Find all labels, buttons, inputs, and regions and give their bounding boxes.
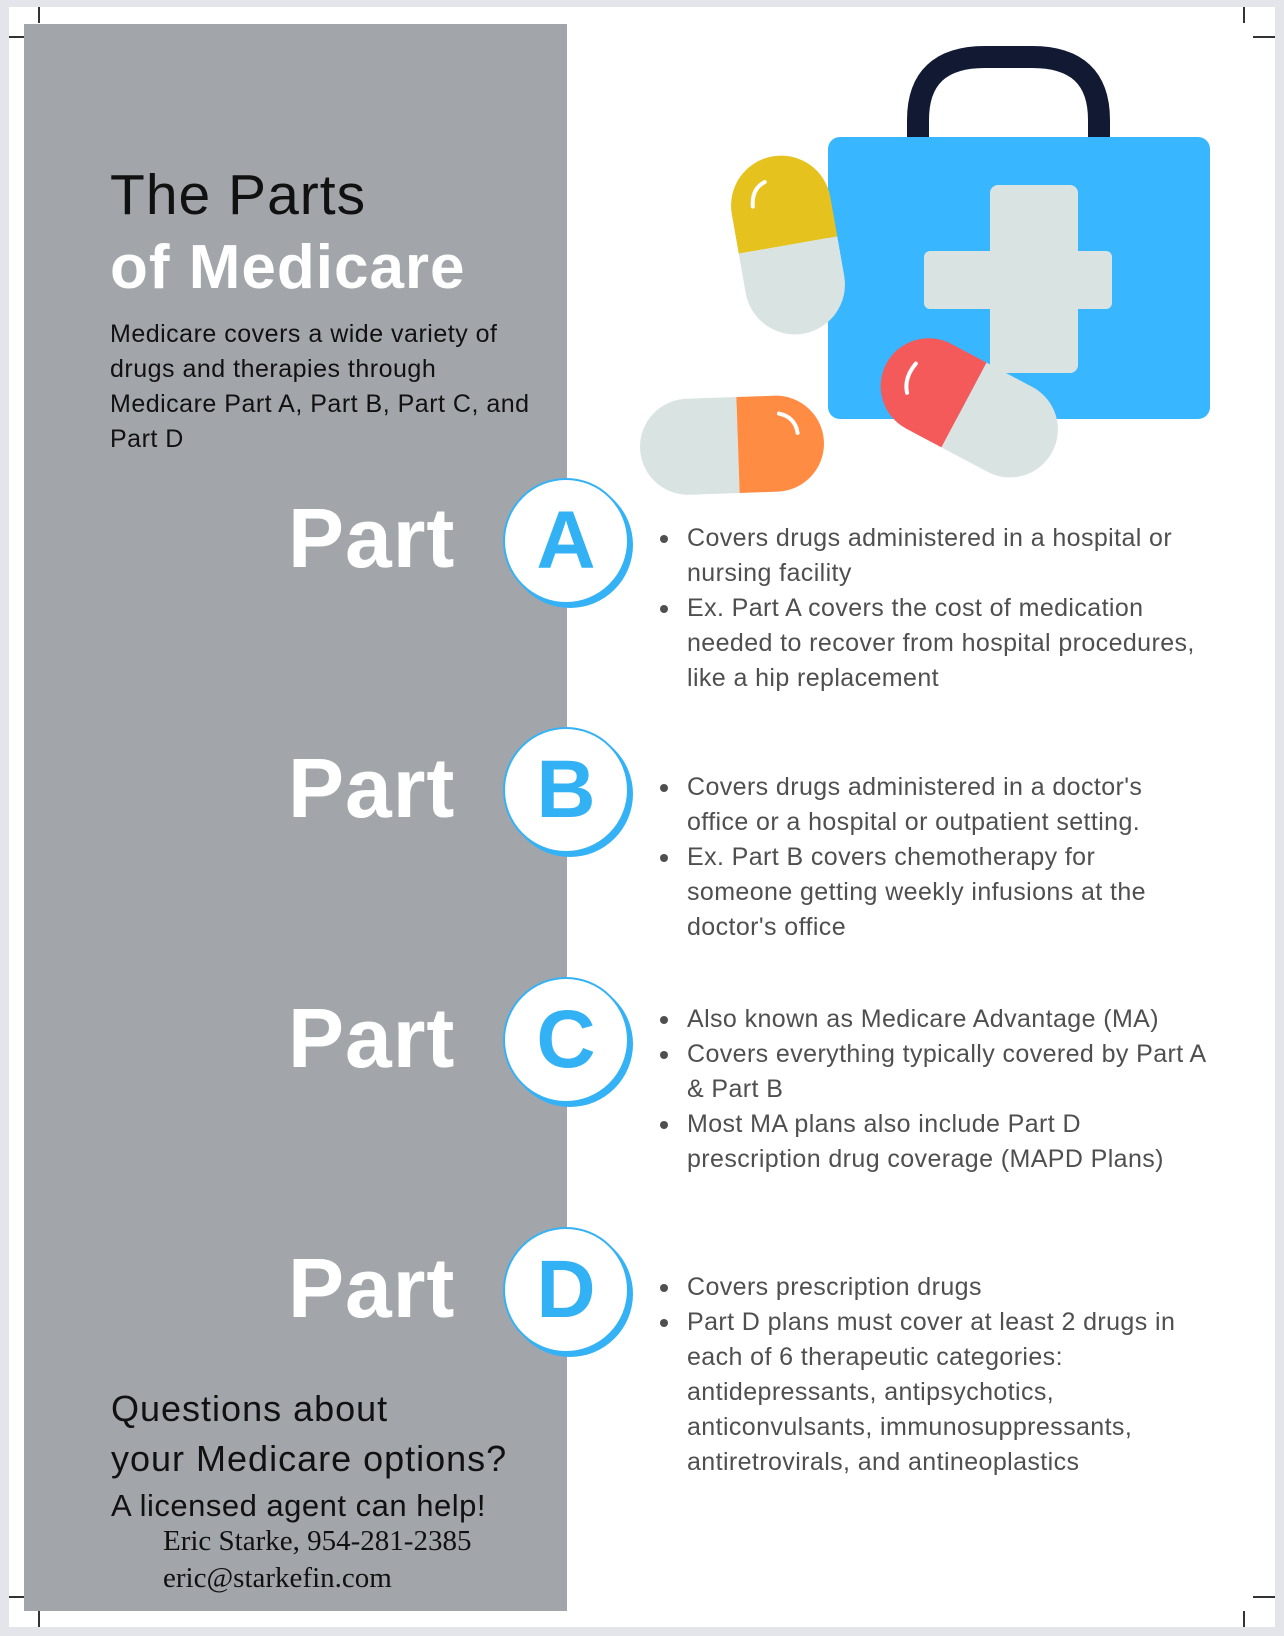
crop-mark bbox=[1243, 7, 1245, 23]
part-b-heading: Part bbox=[288, 741, 456, 835]
part-c-bullets bbox=[660, 1002, 1207, 1177]
list-item: Part D plans must cover at least 2 drugs in each of 6 therapeutic categories: antidepressants, antipsychotics, anticonvulsants, immunosuppressants, antiretrovirals, and antineoplastics bbox=[687, 1305, 1207, 1480]
part-c-letter: C bbox=[536, 994, 596, 1085]
part-c-badge bbox=[503, 977, 629, 1103]
crop-mark bbox=[1253, 36, 1275, 38]
part-a-heading: Part bbox=[288, 491, 456, 585]
part-d-letter: D bbox=[536, 1244, 596, 1335]
crop-mark bbox=[1243, 1611, 1245, 1627]
part-b-badge bbox=[503, 727, 629, 853]
kit-handle bbox=[918, 57, 1099, 140]
contact-email: eric@starkefin.com bbox=[163, 1562, 392, 1594]
pill-orange bbox=[640, 394, 826, 496]
part-b-letter: B bbox=[536, 744, 596, 835]
part-a-letter: A bbox=[536, 495, 596, 586]
title-line-1: The Parts bbox=[110, 163, 367, 227]
contact-name-phone: Eric Starke, 954-281-2385 bbox=[163, 1525, 472, 1557]
list-item: Covers drugs administered in a hospital or nursing facility bbox=[687, 521, 1207, 591]
crop-mark bbox=[38, 7, 40, 23]
list-item: Ex. Part A covers the cost of medication needed to recover from hospital procedures, like a hip replacement bbox=[687, 591, 1207, 696]
list-item: Most MA plans also include Part D prescription drug coverage (MAPD Plans) bbox=[687, 1107, 1207, 1177]
questions-line-1: Questions about bbox=[111, 1388, 389, 1429]
part-d-bullets bbox=[660, 1270, 1207, 1480]
crop-mark bbox=[1253, 1596, 1275, 1598]
list-item: Also known as Medicare Advantage (MA) bbox=[687, 1002, 1207, 1037]
list-item: Covers drugs administered in a doctor's office or a hospital or outpatient setting. bbox=[687, 770, 1207, 840]
kit-cross-horizontal bbox=[924, 251, 1112, 309]
part-b-bullets bbox=[660, 770, 1207, 945]
part-a-badge bbox=[503, 478, 629, 604]
part-d-badge bbox=[503, 1227, 629, 1353]
medical-kit-with-pills-icon bbox=[640, 45, 1220, 505]
part-a-bullets bbox=[660, 521, 1207, 696]
list-item: Ex. Part B covers chemotherapy for someone getting weekly infusions at the doctor's office bbox=[687, 840, 1207, 945]
part-d-heading: Part bbox=[288, 1241, 456, 1335]
part-c-heading: Part bbox=[288, 991, 456, 1085]
questions-line-2: your Medicare options? bbox=[111, 1438, 508, 1479]
title-line-2: of Medicare bbox=[110, 233, 466, 302]
intro-text: Medicare covers a wide variety of drugs and therapies through Medicare Part A, Part B, Part C, and Part D bbox=[110, 320, 530, 453]
list-item: Covers prescription drugs bbox=[687, 1270, 1207, 1305]
agent-help-text: A licensed agent can help! bbox=[111, 1488, 486, 1523]
list-item: Covers everything typically covered by Part A & Part B bbox=[687, 1037, 1207, 1107]
crop-mark bbox=[38, 1611, 40, 1627]
